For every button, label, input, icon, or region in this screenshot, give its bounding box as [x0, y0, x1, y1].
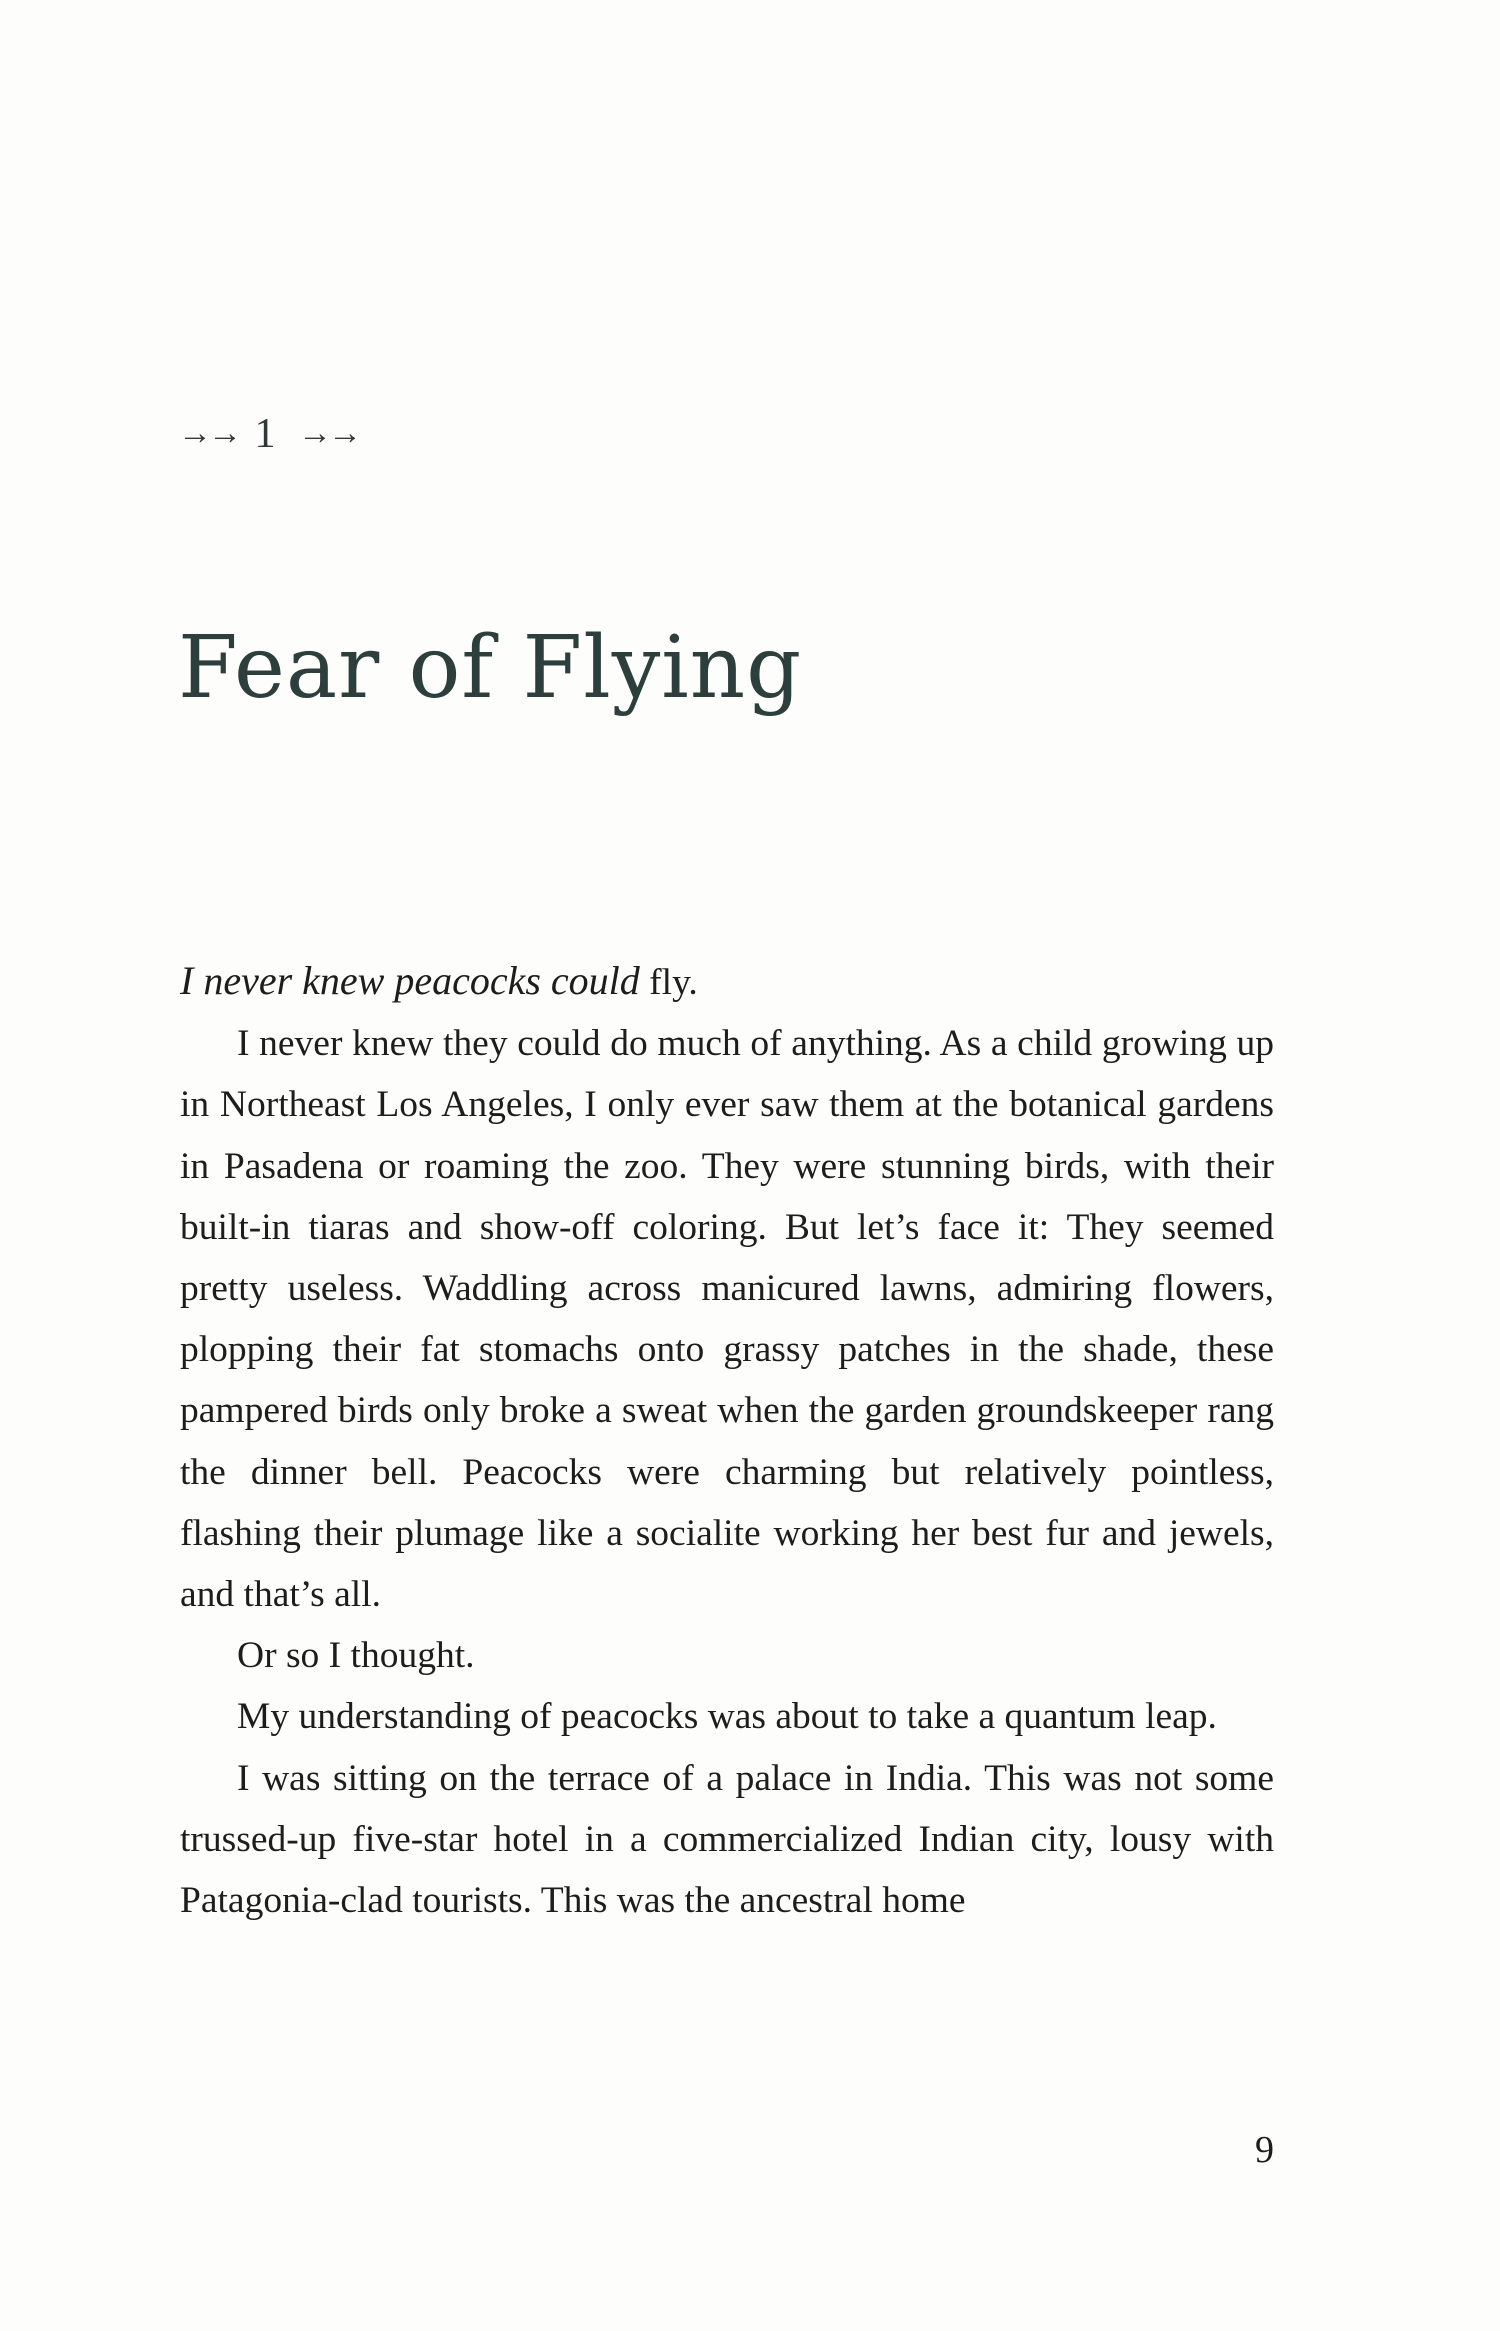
chapter-number — [178, 410, 358, 458]
chapter-number-value: 1 — [254, 411, 282, 457]
body-text — [180, 950, 1274, 1931]
ornament-right-icon: →→ — [298, 415, 358, 452]
opening-line-italic: I never knew peacocks could — [180, 958, 640, 1003]
paragraph: My understanding of peacocks was about to take a quantum leap. — [237, 1696, 1217, 1738]
chapter-title: Fear of Flying — [178, 617, 803, 718]
paragraph: Or so I thought. — [237, 1635, 475, 1677]
page-number: 9 — [1255, 2129, 1274, 2171]
opening-line — [180, 950, 1274, 1013]
paragraph: I was sitting on the terrace of a palace in India. This was not some trussed-up five-star hotel in a commercialized Indian city, lousy with Patagonia-clad tourists. This was the ancestral home — [180, 1757, 1274, 1922]
paragraph: I never knew they could do much of anything. As a child growing up in Northeast Los Angeles, I only ever saw them at the botanical gardens in Pasadena or roaming the zoo. They were stunning birds, with their built-in tiaras and show-off coloring. But let’s face it: They seemed pretty useless. Waddling across manicured lawns, admiring flowers, plopping their fat stomachs onto grassy patches in the shade, these pampered birds only broke a sweat when the garden groundskeeper rang the dinner bell. Peacocks were charming but relatively pointless, flashing their plumage like a socialite working her best fur and jewels, and that’s all. — [180, 1023, 1274, 1616]
ornament-left-icon: →→ — [178, 415, 238, 452]
opening-line-tail: fly. — [639, 962, 698, 1003]
